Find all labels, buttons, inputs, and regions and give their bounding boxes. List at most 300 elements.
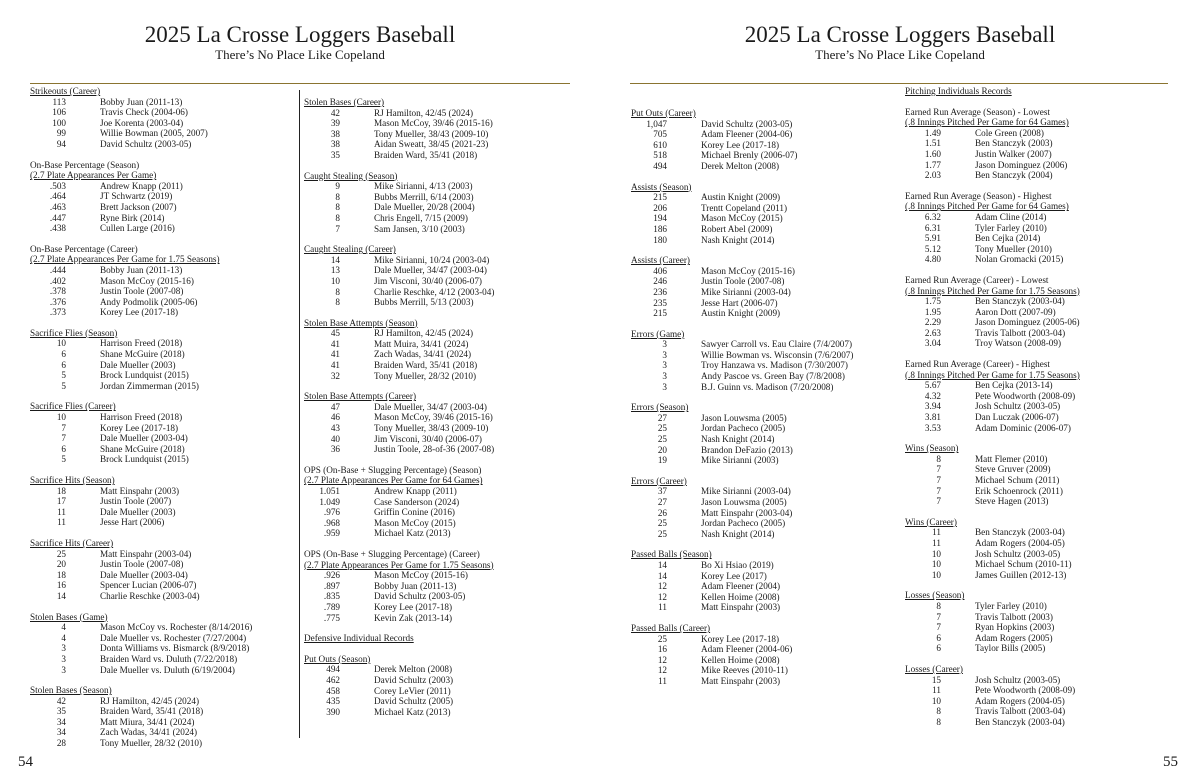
- record-row: [905, 244, 1175, 255]
- record-row: [631, 423, 899, 434]
- record-row: [631, 213, 899, 224]
- record-section: [304, 244, 566, 308]
- record-row: [30, 265, 292, 276]
- record-row: [30, 717, 292, 728]
- record-holder: Dale Mueller (2003): [100, 359, 176, 370]
- record-holder: Willie Bowman vs. Wisconsin (7/6/2007): [701, 349, 854, 360]
- record-row: [905, 412, 1175, 423]
- record-row: [304, 349, 566, 360]
- record-holder: Jordan Pacheco (2005): [701, 518, 786, 529]
- record-holder: Mason McCoy, 39/46 (2015-16): [374, 412, 493, 423]
- record-holder: Charlie Reschke (2003-04): [100, 590, 200, 601]
- record-row: [304, 202, 566, 213]
- record-row: [30, 338, 292, 349]
- record-holder: Sam Jansen, 3/10 (2003): [374, 223, 465, 234]
- record-row: [905, 338, 1175, 349]
- section-heading: Assists (Career): [631, 255, 690, 266]
- record-section: [631, 329, 899, 393]
- record-row: [304, 664, 566, 675]
- record-holder: Braiden Ward, 35/41 (2018): [100, 706, 204, 717]
- section-heading: Stolen Bases (Season): [30, 685, 112, 696]
- record-row: [631, 140, 899, 151]
- record-value: 494: [326, 664, 340, 675]
- record-row: [631, 455, 899, 466]
- record-value: 6.31: [924, 222, 941, 233]
- record-holder: Mike Sirianni (2003-04): [701, 486, 791, 497]
- record-row: [631, 497, 899, 508]
- record-holder: Korey Lee (2017-18): [701, 139, 780, 150]
- record-value: 10: [56, 338, 66, 349]
- record-value: 15: [931, 674, 941, 685]
- record-value: 7: [61, 433, 66, 444]
- record-value: 12: [657, 591, 667, 602]
- record-row: [30, 307, 292, 318]
- record-row: [30, 118, 292, 129]
- record-value: 4: [61, 622, 66, 633]
- record-row: [905, 464, 1175, 475]
- record-row: [304, 276, 566, 287]
- record-holder: Matt Muira, 34/41 (2024): [374, 338, 469, 349]
- record-holder: Robert Abel (2009): [701, 223, 773, 234]
- record-value: 1.77: [924, 159, 941, 170]
- record-value: 4.32: [924, 390, 941, 401]
- record-value: 36: [330, 444, 340, 455]
- record-value: 12: [657, 581, 667, 592]
- record-row: [304, 108, 566, 119]
- record-holder: Nash Knight (2014): [701, 234, 775, 245]
- section-heading: (.8 Innings Pitched Per Game for 64 Games): [905, 117, 1069, 128]
- record-value: 390: [326, 706, 340, 717]
- section-heading: Sacrifice Hits (Season): [30, 475, 115, 485]
- record-holder: Justin Toole, 28-of-36 (2007-08): [374, 444, 495, 455]
- record-value: 8: [936, 600, 941, 611]
- record-section: [30, 160, 292, 234]
- record-holder: Andrew Knapp (2011): [374, 486, 457, 496]
- record-row: [905, 454, 1175, 465]
- record-holder: Derek Melton (2008): [374, 664, 453, 675]
- record-value: 494: [653, 160, 667, 171]
- record-holder: Tyler Farley (2010): [975, 222, 1047, 233]
- record-value: .789: [323, 601, 340, 612]
- record-holder: Travis Talbott (2003-04): [975, 327, 1066, 338]
- record-holder: Adam Rogers (2005): [975, 632, 1053, 643]
- record-value: .835: [323, 591, 340, 602]
- record-row: [30, 738, 292, 749]
- record-row: [905, 475, 1175, 486]
- section-heading: (.8 Innings Pitched Per Game for 1.75 Seasons): [905, 285, 1080, 296]
- record-holder: Harrison Freed (2018): [100, 412, 183, 423]
- record-row: [905, 160, 1175, 171]
- record-holder: Jordan Pacheco (2005): [701, 423, 786, 434]
- record-row: [30, 549, 292, 560]
- record-value: 3: [61, 643, 66, 654]
- record-value: 8: [936, 716, 941, 727]
- record-row: [304, 297, 566, 308]
- record-row: [304, 412, 566, 423]
- record-row: [304, 287, 566, 298]
- record-row: [30, 286, 292, 297]
- record-holder: Willie Bowman (2005, 2007): [100, 128, 208, 139]
- record-row: [905, 128, 1175, 139]
- section-heading: (2.7 Plate Appearances Per Game for 64 Games): [304, 475, 483, 486]
- record-holder: Bobby Juan (2011-13): [100, 264, 183, 275]
- record-row: [905, 380, 1175, 391]
- record-holder: RJ Hamilton, 42/45 (2024): [100, 695, 200, 706]
- record-row: [30, 202, 292, 213]
- record-row: [905, 622, 1175, 633]
- record-value: 6: [61, 349, 66, 360]
- record-holder: Pete Woodworth (2008-09): [975, 685, 1076, 696]
- record-row: [304, 602, 566, 613]
- record-row: [304, 224, 566, 235]
- record-section: [631, 476, 899, 540]
- record-row: [905, 685, 1175, 696]
- record-value: 16: [657, 644, 667, 655]
- record-row: [905, 317, 1175, 328]
- record-row: [631, 192, 899, 203]
- records-column: [631, 108, 899, 697]
- record-section: [30, 86, 292, 150]
- record-section: [631, 255, 899, 319]
- record-holder: Andrew Knapp (2011): [100, 180, 183, 191]
- record-row: [905, 496, 1175, 507]
- record-value: 3: [662, 371, 667, 382]
- record-row: [631, 445, 899, 456]
- record-value: 5: [61, 454, 66, 465]
- record-value: 3.04: [924, 338, 941, 349]
- record-section: [30, 401, 292, 465]
- record-holder: Austin Knight (2009): [701, 192, 781, 203]
- record-holder: Braiden Ward vs. Duluth (7/22/2018): [100, 653, 238, 664]
- record-holder: Korey Lee (2017-18): [100, 307, 179, 318]
- record-holder: Travis Check (2004-06): [100, 107, 188, 118]
- record-value: 10: [931, 695, 941, 706]
- record-row: [30, 727, 292, 738]
- record-value: 705: [653, 129, 667, 140]
- record-value: 35: [56, 706, 66, 717]
- record-row: [631, 634, 899, 645]
- record-section: [30, 475, 292, 528]
- record-holder: Donta Williams vs. Bismarck (8/9/2018): [100, 643, 250, 654]
- record-value: 186: [653, 223, 667, 234]
- record-holder: Ryne Birk (2014): [100, 212, 165, 223]
- record-holder: Matt Flemer (2010): [975, 453, 1048, 464]
- record-section: [30, 244, 292, 318]
- record-row: [30, 570, 292, 581]
- record-value: 12: [657, 665, 667, 676]
- record-value: 458: [326, 685, 340, 696]
- column-divider: [299, 90, 300, 738]
- record-row: [30, 223, 292, 234]
- record-value: 1.75: [924, 296, 941, 307]
- record-row: [631, 119, 899, 130]
- right-page: [600, 0, 1200, 776]
- record-value: 2.29: [924, 317, 941, 328]
- record-value: 6.32: [924, 211, 941, 222]
- record-value: 1.049: [319, 496, 340, 507]
- record-holder: Josh Schultz (2003-05): [975, 674, 1061, 685]
- page-number: 54: [18, 754, 33, 770]
- record-value: 42: [56, 695, 66, 706]
- record-holder: Bubbs Merrill, 6/14 (2003): [374, 191, 474, 202]
- record-value: 7: [936, 622, 941, 633]
- record-row: [30, 128, 292, 139]
- record-value: 25: [657, 528, 667, 539]
- record-value: 6: [61, 359, 66, 370]
- record-value: 9: [335, 181, 340, 192]
- record-section: [905, 275, 1175, 349]
- record-holder: Kevin Zak (2013-14): [374, 612, 453, 623]
- record-section: [304, 318, 566, 382]
- section-heading: Stolen Bases (Career): [304, 97, 385, 107]
- record-value: 17: [56, 496, 66, 507]
- record-value: 1.051: [319, 486, 340, 496]
- record-row: [631, 150, 899, 161]
- record-holder: Matt Einspahr (2003): [701, 602, 781, 613]
- record-value: 1.49: [924, 127, 941, 138]
- record-value: 2.63: [924, 327, 941, 338]
- record-row: [30, 360, 292, 371]
- section-heading: Stolen Base Attempts (Season): [304, 317, 418, 328]
- record-row: [905, 706, 1175, 717]
- section-heading: (.8 Innings Pitched Per Game for 64 Games): [905, 201, 1069, 212]
- record-holder: Shane McGuire (2018): [100, 349, 185, 360]
- record-holder: Harrison Freed (2018): [100, 338, 183, 349]
- record-holder: Adam Cline (2014): [975, 211, 1047, 222]
- record-row: [30, 591, 292, 602]
- record-row: [631, 602, 899, 613]
- section-heading: Errors (Game): [631, 328, 685, 339]
- record-row: [631, 129, 899, 140]
- record-value: 41: [330, 338, 340, 349]
- record-section: [631, 108, 899, 172]
- record-value: 34: [56, 727, 66, 738]
- record-row: [631, 581, 899, 592]
- record-section: [304, 391, 566, 455]
- record-row: [631, 508, 899, 519]
- section-title: Earned Run Average (Season) - Highest: [905, 190, 1052, 201]
- record-holder: Ben Cejka (2014): [975, 233, 1041, 244]
- record-holder: Tony Mueller, 38/43 (2009-10): [374, 423, 489, 434]
- record-value: 20: [56, 559, 66, 570]
- records-column: [905, 86, 1175, 737]
- record-value: .402: [49, 275, 66, 286]
- record-value: 99: [56, 128, 66, 139]
- section-heading: Pitching Individuals Records: [905, 86, 1012, 96]
- record-row: [631, 203, 899, 214]
- record-holder: Dale Mueller, 20/28 (2004): [374, 202, 475, 213]
- record-row: [30, 97, 292, 108]
- record-value: 4: [61, 632, 66, 643]
- record-holder: Mike Sirianni, 10/24 (2003-04): [374, 254, 490, 265]
- section-heading: (2.7 Plate Appearances Per Game for 1.75 Seasons): [30, 254, 220, 265]
- section-title: On-Base Percentage (Season): [30, 159, 140, 170]
- record-holder: Bobby Juan (2011-13): [100, 96, 183, 107]
- record-row: [30, 665, 292, 676]
- record-value: .775: [323, 612, 340, 623]
- record-row: [905, 170, 1175, 181]
- record-holder: Justin Toole (2007): [100, 496, 172, 507]
- record-row: [631, 592, 899, 603]
- record-holder: Brock Lundquist (2015): [100, 454, 189, 465]
- record-value: 3: [662, 349, 667, 360]
- record-value: .976: [323, 507, 340, 518]
- record-holder: Dale Mueller, 34/47 (2003-04): [374, 401, 487, 412]
- record-row: [30, 370, 292, 381]
- record-holder: Mike Sirianni (2003): [701, 455, 779, 466]
- record-holder: Brock Lundquist (2015): [100, 370, 189, 381]
- record-value: 7: [936, 496, 941, 507]
- record-holder: Matt Miura, 34/41 (2024): [100, 716, 195, 727]
- section-heading: Sacrifice Hits (Career): [30, 537, 114, 548]
- record-value: .968: [323, 517, 340, 528]
- record-value: 10: [931, 569, 941, 580]
- record-row: [905, 149, 1175, 160]
- record-holder: Mike Reeves (2010-11): [701, 665, 788, 676]
- record-section: [304, 654, 566, 718]
- record-value: .463: [49, 201, 66, 212]
- record-value: 11: [658, 675, 667, 686]
- record-value: 4.80: [924, 254, 941, 265]
- section-title: OPS (On-Base + Slugging Percentage) (Season): [304, 464, 482, 475]
- record-section: [631, 623, 899, 687]
- record-row: [30, 349, 292, 360]
- record-holder: Andy Pascoe vs. Green Bay (7/8/2008): [701, 371, 845, 382]
- record-holder: Ryan Hopkins (2003): [975, 622, 1055, 633]
- record-holder: Brandon DeFazio (2013): [701, 444, 793, 455]
- record-holder: David Schultz (2003): [374, 674, 454, 685]
- record-holder: Taylor Bills (2005): [975, 643, 1046, 654]
- record-row: [30, 633, 292, 644]
- record-value: 25: [56, 548, 66, 559]
- record-value: 7: [335, 223, 340, 234]
- record-value: 3: [662, 381, 667, 392]
- section-heading: Wins (Career): [905, 516, 957, 527]
- record-value: 7: [61, 422, 66, 433]
- record-row: [631, 161, 899, 172]
- record-holder: Justin Walker (2007): [975, 148, 1052, 159]
- record-holder: Tony Mueller (2010): [975, 243, 1052, 254]
- record-value: 3.94: [924, 401, 941, 412]
- record-section: [30, 328, 292, 392]
- record-holder: Case Sanderson (2024): [374, 496, 460, 507]
- record-value: 235: [653, 297, 667, 308]
- record-value: .444: [49, 264, 66, 275]
- record-value: 11: [57, 506, 66, 517]
- record-holder: Korey Lee (2017-18): [701, 633, 780, 644]
- record-section: [905, 86, 1175, 97]
- record-value: 3.53: [924, 422, 941, 433]
- record-row: [905, 328, 1175, 339]
- record-value: 25: [657, 434, 667, 445]
- record-holder: Adam Rogers (2004-05): [975, 695, 1065, 706]
- record-value: 14: [56, 590, 66, 601]
- record-holder: Cullen Large (2016): [100, 223, 175, 234]
- record-value: 25: [657, 518, 667, 529]
- record-row: [304, 265, 566, 276]
- record-row: [304, 570, 566, 581]
- record-value: 42: [330, 107, 340, 118]
- record-value: 7: [936, 611, 941, 622]
- record-holder: Justin Toole (2007-08): [100, 286, 184, 297]
- record-holder: RJ Hamilton, 42/45 (2024): [374, 107, 474, 118]
- record-holder: Bobby Juan (2011-13): [374, 580, 457, 591]
- record-holder: Jason Louwsma (2005): [701, 412, 787, 423]
- record-row: [304, 686, 566, 697]
- record-holder: Michael Brenly (2006-07): [701, 150, 798, 161]
- record-value: 8: [335, 202, 340, 213]
- record-holder: Mike Sirianni (2003-04): [701, 286, 791, 297]
- record-value: 206: [653, 202, 667, 213]
- record-section: [631, 182, 899, 246]
- record-value: 13: [330, 265, 340, 276]
- record-value: 2.03: [924, 170, 941, 181]
- record-row: [304, 139, 566, 150]
- record-holder: Michael Schum (2010-11): [975, 559, 1072, 570]
- section-title: Earned Run Average (Career) - Lowest: [905, 274, 1049, 285]
- record-row: [631, 276, 899, 287]
- record-value: 43: [330, 423, 340, 434]
- record-row: [30, 706, 292, 717]
- record-row: [304, 507, 566, 518]
- record-row: [304, 434, 566, 445]
- record-value: 1.95: [924, 306, 941, 317]
- record-value: 3: [61, 653, 66, 664]
- record-value: 1.60: [924, 148, 941, 159]
- record-value: 246: [653, 276, 667, 287]
- record-row: [30, 297, 292, 308]
- record-row: [631, 571, 899, 582]
- record-value: 6: [61, 443, 66, 454]
- record-row: [30, 181, 292, 192]
- record-holder: Jim Visconi, 30/40 (2006-07): [374, 275, 482, 286]
- record-row: [905, 696, 1175, 707]
- record-holder: Josh Schultz (2003-05): [975, 401, 1061, 412]
- section-title: Earned Run Average (Career) - Highest: [905, 359, 1050, 370]
- record-holder: Nolan Gromacki (2015): [975, 254, 1064, 265]
- record-holder: Andy Podmolik (2005-06): [100, 296, 198, 307]
- record-holder: Steve Hagen (2013): [975, 496, 1049, 507]
- record-value: 27: [657, 497, 667, 507]
- section-heading: Defensive Individual Records: [304, 633, 414, 644]
- record-value: 27: [657, 412, 667, 423]
- record-row: [631, 266, 899, 277]
- record-holder: Mason McCoy vs. Rochester (8/14/2016): [100, 622, 253, 633]
- record-row: [631, 529, 899, 540]
- section-heading: Errors (Career): [631, 475, 687, 486]
- section-heading: Losses (Season): [905, 590, 965, 601]
- record-row: [905, 486, 1175, 497]
- record-value: 5.12: [924, 243, 941, 254]
- record-holder: Korey Lee (2017): [701, 570, 767, 581]
- record-holder: Adam Rogers (2004-05): [975, 537, 1065, 548]
- page-subtitle: There’s No Place Like Copeland: [815, 47, 985, 62]
- record-row: [905, 643, 1175, 654]
- record-value: .373: [49, 307, 66, 318]
- record-value: 11: [932, 685, 941, 696]
- record-value: 10: [931, 548, 941, 559]
- record-value: 215: [653, 308, 667, 319]
- section-heading: Stolen Base Attempts (Career): [304, 391, 417, 402]
- record-row: [631, 413, 899, 424]
- record-holder: Jason Dominguez (2006): [975, 159, 1068, 170]
- record-value: 406: [653, 265, 667, 276]
- record-value: 6: [936, 643, 941, 654]
- record-holder: Ben Stanczyk (2003-04): [975, 527, 1065, 538]
- record-section: [905, 590, 1175, 654]
- record-section: [905, 359, 1175, 433]
- record-value: 194: [653, 213, 667, 224]
